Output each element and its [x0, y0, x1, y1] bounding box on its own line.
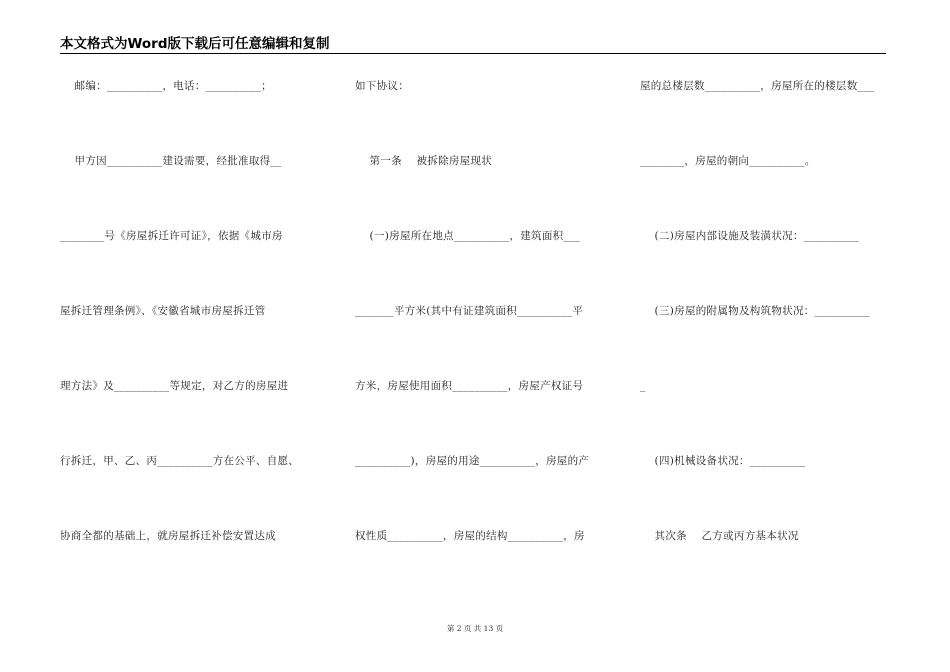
text-line: 权性质__________，房屋的结构__________，房 [355, 530, 585, 542]
text-column-1 [60, 0, 330, 672]
text-line: (三)房屋的附属物及构筑物状况：__________ [640, 305, 871, 317]
text-line: _______平方米(其中有证建筑面积__________平 [355, 305, 584, 317]
text-line: 协商全都的基础上，就房屋拆迁补偿安置达成 [60, 530, 276, 542]
text-line: 理方法》及__________等规定，对乙方的房屋进 [60, 380, 289, 392]
text-line: 邮编：__________，电话：__________； [60, 80, 272, 92]
text-line: 屋拆迁管理条例》、《安徽省城市房屋拆迁管 [60, 305, 266, 317]
text-line: _ [640, 380, 646, 392]
text-line: (一)房屋所在地点__________，建筑面积___ [355, 230, 581, 242]
text-line: 方米，房屋使用面积__________，房屋产权证号 [355, 380, 584, 392]
text-line: 第一条 被拆除房屋现状 [355, 155, 493, 167]
text-column-3 [640, 0, 890, 672]
text-line: 甲方因__________建设需要，经批准取得__ [60, 155, 282, 167]
document-header-title: 本文格式为Word版下载后可任意编辑和复制 [60, 36, 330, 52]
text-line: (四)机械设备状况：__________ [640, 455, 806, 467]
text-column-2 [355, 0, 617, 672]
page-number-footer: 第 2 页 共 13 页 [446, 624, 504, 633]
text-line: 行拆迁，甲、乙、丙__________方在公平、自愿、 [60, 455, 300, 467]
text-line: 如下协议： [355, 80, 409, 92]
text-line: ________号《房屋拆迁许可证》，依据《城市房 [60, 230, 283, 242]
text-line: __________)，房屋的用途__________，房屋的产 [355, 455, 590, 467]
text-line: (二)房屋内部设施及装潢状况：__________ [640, 230, 860, 242]
text-line: ________，房屋的朝向__________。 [640, 155, 816, 167]
text-line: 屋的总楼层数__________，房屋所在的楼层数___ [640, 80, 875, 92]
text-line: 其次条 乙方或丙方基本状况 [640, 530, 799, 542]
